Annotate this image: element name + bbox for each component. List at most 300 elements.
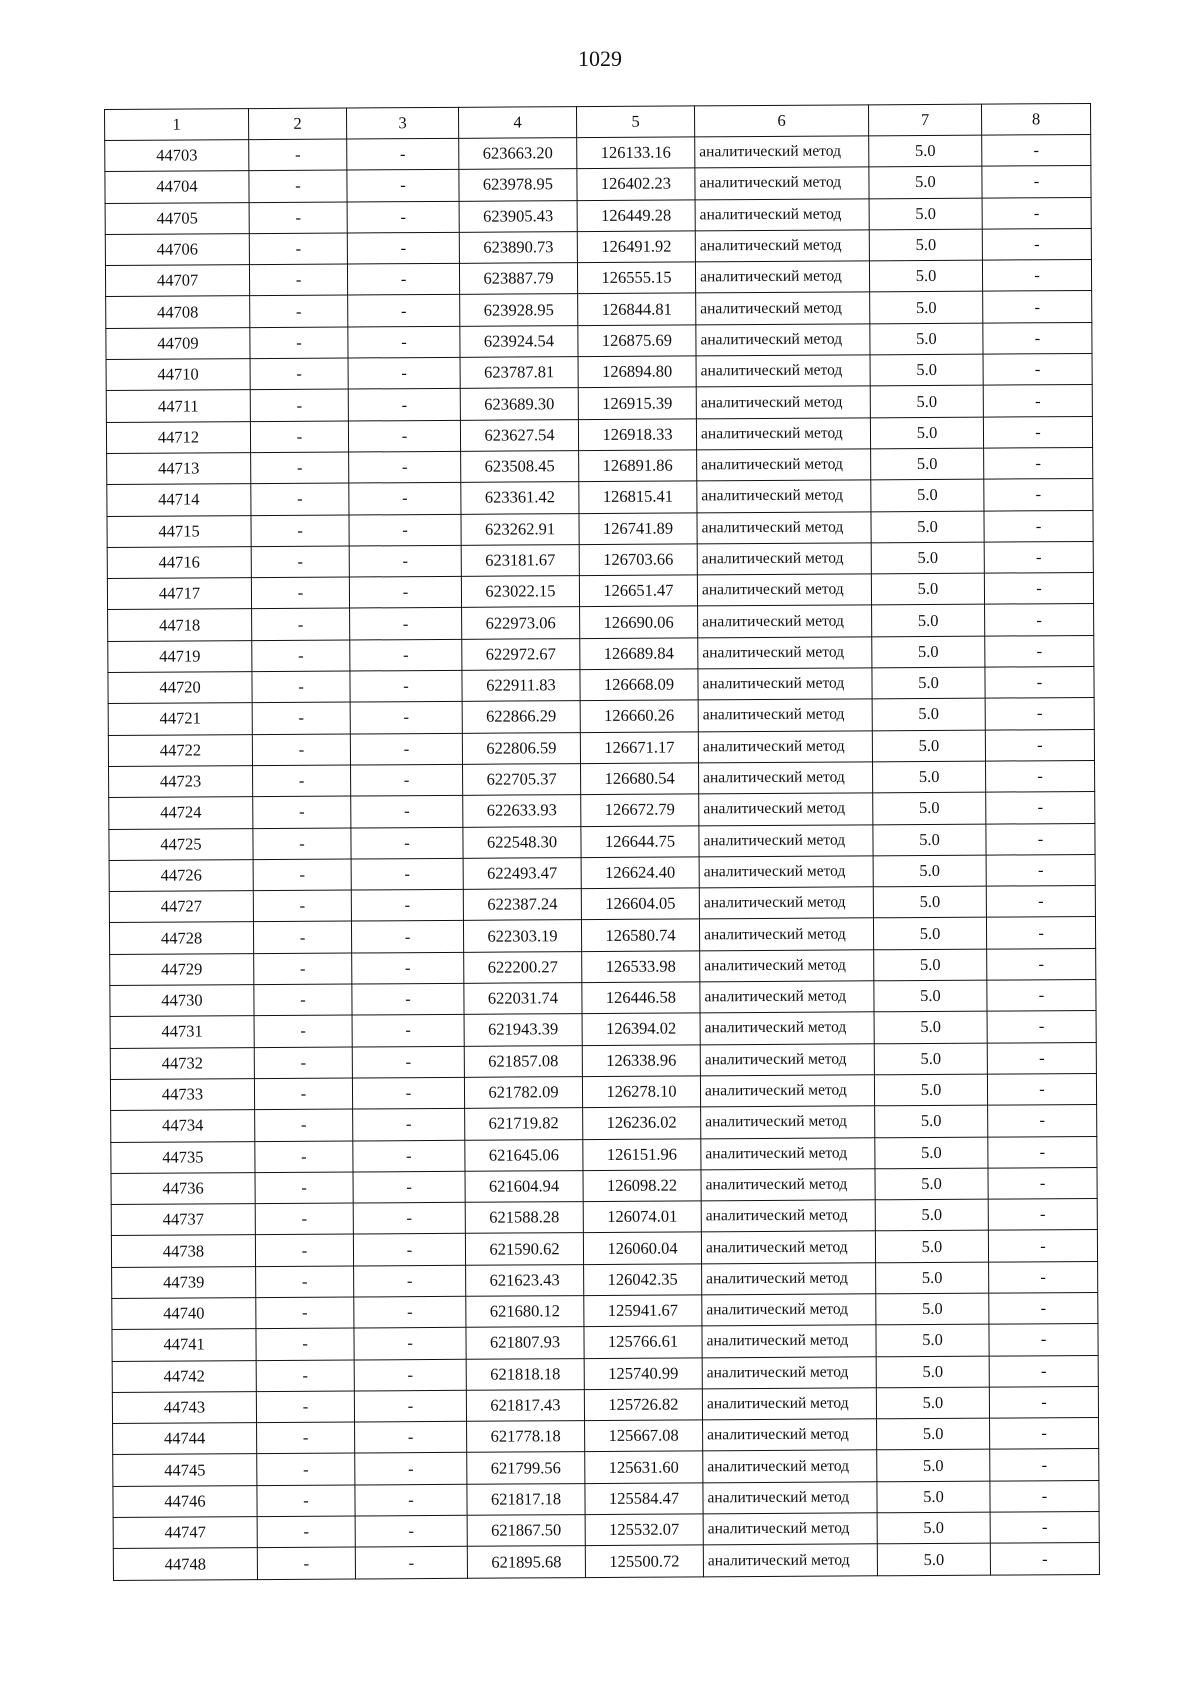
point-number-cell: 44745 — [113, 1454, 257, 1486]
coord-y-cell: 126060.04 — [583, 1232, 701, 1264]
coord-x-cell: 623689.30 — [460, 388, 578, 420]
accuracy-cell: 5.0 — [873, 824, 986, 856]
point-number-cell: 44717 — [107, 578, 251, 610]
col3-value-cell: - — [348, 420, 460, 452]
coord-y-cell: 125766.61 — [584, 1326, 702, 1358]
col2-value-cell: - — [255, 1140, 353, 1172]
col8-value-cell: - — [982, 260, 1091, 292]
col2-value-cell: - — [252, 734, 350, 766]
coord-x-cell: 621818.18 — [466, 1358, 584, 1390]
col8-value-cell: - — [990, 1418, 1099, 1450]
method-cell: аналитический метод — [703, 1419, 877, 1451]
accuracy-cell: 5.0 — [873, 761, 986, 793]
coord-y-cell: 126671.17 — [580, 732, 698, 764]
method-cell: аналитический метод — [703, 1482, 877, 1514]
coord-y-cell: 125500.72 — [585, 1545, 703, 1577]
coord-y-cell: 126042.35 — [584, 1264, 702, 1296]
point-number-cell: 44715 — [107, 515, 251, 547]
point-number-cell: 44725 — [109, 828, 253, 860]
col8-value-cell: - — [984, 510, 1093, 542]
method-cell: аналитический метод — [699, 918, 873, 950]
coord-x-cell: 622200.27 — [464, 951, 582, 983]
point-number-cell: 44728 — [109, 922, 253, 954]
col2-value-cell: - — [255, 1109, 353, 1141]
col8-value-cell: - — [987, 979, 1096, 1011]
accuracy-cell: 5.0 — [875, 1137, 988, 1169]
coord-y-cell: 126844.81 — [578, 293, 696, 325]
coord-y-cell: 126449.28 — [577, 199, 695, 231]
method-cell: аналитический метод — [702, 1294, 876, 1326]
point-number-cell: 44705 — [105, 202, 249, 234]
col8-value-cell: - — [986, 917, 1095, 949]
accuracy-cell: 5.0 — [874, 1011, 987, 1043]
col8-value-cell: - — [990, 1512, 1099, 1544]
col8-value-cell: - — [990, 1480, 1099, 1512]
accuracy-cell: 5.0 — [872, 667, 985, 699]
coord-x-cell: 621623.43 — [466, 1264, 584, 1296]
point-number-cell: 44748 — [113, 1548, 257, 1580]
coord-x-cell: 622973.06 — [462, 607, 580, 639]
coord-y-cell: 126604.05 — [581, 888, 699, 920]
accuracy-cell: 5.0 — [869, 135, 982, 167]
accuracy-cell: 5.0 — [877, 1481, 990, 1513]
accuracy-cell: 5.0 — [869, 198, 982, 230]
accuracy-cell: 5.0 — [874, 980, 987, 1012]
coord-y-cell: 125584.47 — [585, 1483, 703, 1515]
coord-x-cell: 621857.08 — [464, 1045, 582, 1077]
col8-value-cell: - — [982, 228, 1091, 260]
method-cell: аналитический метод — [695, 136, 869, 168]
coord-x-cell: 623663.20 — [459, 138, 577, 170]
accuracy-cell: 5.0 — [871, 511, 984, 543]
coord-y-cell: 126151.96 — [583, 1138, 701, 1170]
accuracy-cell: 5.0 — [874, 1043, 987, 1075]
accuracy-cell: 5.0 — [872, 698, 985, 730]
point-number-cell: 44713 — [107, 453, 251, 485]
coord-y-cell: 126533.98 — [582, 951, 700, 983]
coord-y-cell: 125740.99 — [584, 1357, 702, 1389]
col8-value-cell: - — [988, 1199, 1097, 1231]
col3-value-cell: - — [350, 670, 462, 702]
col8-value-cell: - — [989, 1292, 1098, 1324]
point-number-cell: 44735 — [111, 1141, 255, 1173]
col3-value-cell: - — [354, 1296, 466, 1328]
accuracy-cell: 5.0 — [870, 292, 983, 324]
point-number-cell: 44707 — [105, 265, 249, 297]
coord-y-cell: 126741.89 — [579, 512, 697, 544]
col8-value-cell: - — [986, 886, 1095, 918]
col2-value-cell: - — [249, 233, 347, 265]
coord-x-cell: 621588.28 — [465, 1202, 583, 1234]
point-number-cell: 44738 — [111, 1235, 255, 1267]
accuracy-cell: 5.0 — [877, 1450, 990, 1482]
col8-value-cell: - — [989, 1355, 1098, 1387]
col8-value-cell: - — [982, 197, 1091, 229]
point-number-cell: 44716 — [107, 546, 251, 578]
col3-value-cell: - — [353, 1202, 465, 1234]
method-cell: аналитический метод — [697, 511, 871, 543]
method-cell: аналитический метод — [700, 950, 874, 982]
accuracy-cell: 5.0 — [870, 354, 983, 386]
method-cell: аналитический метод — [703, 1513, 877, 1545]
accuracy-cell: 5.0 — [872, 636, 985, 668]
method-cell: аналитический метод — [695, 167, 869, 199]
col2-value-cell: - — [253, 828, 351, 860]
coord-x-cell: 623262.91 — [461, 513, 579, 545]
method-cell: аналитический метод — [699, 887, 873, 919]
point-number-cell: 44739 — [112, 1266, 256, 1298]
col3-value-cell: - — [351, 827, 463, 859]
coord-x-cell: 622387.24 — [463, 889, 581, 921]
coord-y-cell: 126338.96 — [582, 1044, 700, 1076]
coord-y-cell: 126555.15 — [577, 262, 695, 294]
col8-value-cell: - — [985, 729, 1094, 761]
col8-value-cell: - — [983, 416, 1092, 448]
point-number-cell: 44709 — [106, 327, 250, 359]
col2-value-cell: - — [256, 1297, 354, 1329]
column-header-8: 8 — [981, 103, 1090, 135]
point-number-cell: 44731 — [110, 1016, 254, 1048]
coord-x-cell: 623627.54 — [460, 419, 578, 451]
accuracy-cell: 5.0 — [871, 448, 984, 480]
coord-y-cell: 126491.92 — [577, 231, 695, 263]
coord-y-cell: 126815.41 — [579, 481, 697, 513]
col8-value-cell: - — [982, 134, 1091, 166]
method-cell: аналитический метод — [698, 605, 872, 637]
column-header-5: 5 — [576, 106, 694, 138]
col2-value-cell: - — [251, 577, 349, 609]
col8-value-cell: - — [989, 1261, 1098, 1293]
coord-y-cell: 126689.84 — [580, 638, 698, 670]
coord-y-cell: 126651.47 — [579, 575, 697, 607]
method-cell: аналитический метод — [696, 355, 870, 387]
col8-value-cell: - — [988, 1105, 1097, 1137]
accuracy-cell: 5.0 — [875, 1199, 988, 1231]
accuracy-cell: 5.0 — [876, 1262, 989, 1294]
col2-value-cell: - — [256, 1328, 354, 1360]
accuracy-cell: 5.0 — [877, 1543, 990, 1575]
col8-value-cell: - — [984, 541, 1093, 573]
point-number-cell: 44727 — [109, 891, 253, 923]
col2-value-cell: - — [257, 1516, 355, 1548]
col2-value-cell: - — [253, 921, 351, 953]
col3-value-cell: - — [348, 389, 460, 421]
coord-x-cell: 623787.81 — [460, 357, 578, 389]
coord-y-cell: 125532.07 — [585, 1514, 703, 1546]
accuracy-cell: 5.0 — [869, 166, 982, 198]
point-number-cell: 44703 — [105, 140, 249, 172]
coord-x-cell: 621817.18 — [467, 1483, 585, 1515]
col2-value-cell: - — [257, 1422, 355, 1454]
point-number-cell: 44747 — [113, 1517, 257, 1549]
method-cell: аналитический метод — [695, 230, 869, 262]
col2-value-cell: - — [251, 546, 349, 578]
coord-x-cell: 622866.29 — [462, 701, 580, 733]
method-cell: аналитический метод — [697, 543, 871, 575]
col8-value-cell: - — [989, 1324, 1098, 1356]
column-header-3: 3 — [346, 107, 458, 139]
coord-x-cell: 621590.62 — [465, 1233, 583, 1265]
col3-value-cell: - — [351, 796, 463, 828]
accuracy-cell: 5.0 — [874, 949, 987, 981]
col8-value-cell: - — [988, 1230, 1097, 1262]
coord-y-cell: 126074.01 — [583, 1201, 701, 1233]
coord-x-cell: 622548.30 — [463, 826, 581, 858]
col2-value-cell: - — [254, 1047, 352, 1079]
col3-value-cell: - — [354, 1265, 466, 1297]
coord-x-cell: 622972.67 — [462, 638, 580, 670]
method-cell: аналитический метод — [703, 1450, 877, 1482]
accuracy-cell: 5.0 — [876, 1324, 989, 1356]
coord-x-cell: 622806.59 — [462, 732, 580, 764]
col3-value-cell: - — [351, 921, 463, 953]
point-number-cell: 44744 — [113, 1423, 257, 1455]
coord-x-cell: 621807.93 — [466, 1327, 584, 1359]
col8-value-cell: - — [987, 1073, 1096, 1105]
point-number-cell: 44726 — [109, 859, 253, 891]
col2-value-cell: - — [251, 483, 349, 515]
point-number-cell: 44746 — [113, 1485, 257, 1517]
col3-value-cell: - — [349, 451, 461, 483]
point-number-cell: 44721 — [108, 703, 252, 735]
method-cell: аналитический метод — [701, 1106, 875, 1138]
point-number-cell: 44737 — [111, 1204, 255, 1236]
col3-value-cell: - — [347, 264, 459, 296]
col8-value-cell: - — [989, 1386, 1098, 1418]
col3-value-cell: - — [355, 1421, 467, 1453]
coord-x-cell: 621680.12 — [466, 1296, 584, 1328]
col3-value-cell: - — [347, 138, 459, 170]
coord-y-cell: 126672.79 — [581, 794, 699, 826]
coord-x-cell: 621778.18 — [467, 1421, 585, 1453]
table-body — [105, 134, 1100, 1580]
col2-value-cell: - — [252, 671, 350, 703]
coordinates-table — [104, 103, 1100, 1581]
coord-y-cell: 126278.10 — [582, 1076, 700, 1108]
col3-value-cell: - — [353, 1140, 465, 1172]
coord-x-cell: 622633.93 — [463, 795, 581, 827]
accuracy-cell: 5.0 — [873, 886, 986, 918]
col2-value-cell: - — [252, 702, 350, 734]
point-number-cell: 44741 — [112, 1329, 256, 1361]
accuracy-cell: 5.0 — [870, 417, 983, 449]
col8-value-cell: - — [986, 823, 1095, 855]
col3-value-cell: - — [355, 1515, 467, 1547]
col2-value-cell: - — [253, 796, 351, 828]
coord-x-cell: 621645.06 — [465, 1139, 583, 1171]
col3-value-cell: - — [350, 702, 462, 734]
col3-value-cell: - — [354, 1328, 466, 1360]
col2-value-cell: - — [254, 953, 352, 985]
coord-y-cell: 126875.69 — [578, 325, 696, 357]
col8-value-cell: - — [988, 1136, 1097, 1168]
point-number-cell: 44720 — [108, 672, 252, 704]
coord-y-cell: 126703.66 — [579, 544, 697, 576]
accuracy-cell: 5.0 — [872, 730, 985, 762]
point-number-cell: 44743 — [112, 1391, 256, 1423]
col8-value-cell: - — [990, 1543, 1099, 1575]
accuracy-cell: 5.0 — [873, 855, 986, 887]
accuracy-cell: 5.0 — [871, 479, 984, 511]
col2-value-cell: - — [250, 327, 348, 359]
col8-value-cell: - — [985, 667, 1094, 699]
col2-value-cell: - — [254, 984, 352, 1016]
method-cell: аналитический метод — [699, 856, 873, 888]
coord-x-cell: 622705.37 — [463, 764, 581, 796]
method-cell: аналитический метод — [696, 386, 870, 418]
col8-value-cell: - — [984, 447, 1093, 479]
col8-value-cell: - — [983, 291, 1092, 323]
point-number-cell: 44730 — [110, 985, 254, 1017]
col3-value-cell: - — [348, 326, 460, 358]
accuracy-cell: 5.0 — [873, 792, 986, 824]
coord-x-cell: 623887.79 — [459, 263, 577, 295]
col2-value-cell: - — [250, 421, 348, 453]
method-cell: аналитический метод — [697, 480, 871, 512]
col2-value-cell: - — [254, 1078, 352, 1110]
accuracy-cell: 5.0 — [877, 1418, 990, 1450]
table-row — [113, 1543, 1099, 1580]
col3-value-cell: - — [347, 170, 459, 202]
coord-y-cell: 126236.02 — [583, 1107, 701, 1139]
coord-y-cell: 126680.54 — [581, 763, 699, 795]
method-cell: аналитический метод — [702, 1388, 876, 1420]
col2-value-cell: - — [255, 1234, 353, 1266]
coord-y-cell: 126133.16 — [577, 137, 695, 169]
col3-value-cell: - — [348, 295, 460, 327]
coord-y-cell: 126918.33 — [578, 419, 696, 451]
method-cell: аналитический метод — [700, 1075, 874, 1107]
coord-x-cell: 623508.45 — [461, 451, 579, 483]
coord-x-cell: 623978.95 — [459, 169, 577, 201]
accuracy-cell: 5.0 — [876, 1293, 989, 1325]
point-number-cell: 44714 — [107, 484, 251, 516]
col3-value-cell: - — [349, 514, 461, 546]
col2-value-cell: - — [254, 1015, 352, 1047]
coord-x-cell: 621719.82 — [465, 1108, 583, 1140]
coord-y-cell: 126915.39 — [578, 387, 696, 419]
col3-value-cell: - — [352, 1046, 464, 1078]
column-header-2: 2 — [249, 108, 347, 140]
coord-y-cell: 126668.09 — [580, 669, 698, 701]
coord-x-cell: 623924.54 — [460, 325, 578, 357]
coord-y-cell: 125667.08 — [585, 1420, 703, 1452]
accuracy-cell: 5.0 — [875, 1168, 988, 1200]
col3-value-cell: - — [353, 1234, 465, 1266]
point-number-cell: 44740 — [112, 1298, 256, 1330]
method-cell: аналитический метод — [702, 1325, 876, 1357]
col8-value-cell: - — [983, 354, 1092, 386]
coord-y-cell: 125631.60 — [585, 1451, 703, 1483]
col3-value-cell: - — [352, 952, 464, 984]
coord-x-cell: 622493.47 — [463, 857, 581, 889]
page-number: 1029 — [578, 46, 622, 71]
point-number-cell: 44734 — [111, 1110, 255, 1142]
method-cell: аналитический метод — [695, 198, 869, 230]
column-header-1: 1 — [105, 109, 249, 141]
method-cell: аналитический метод — [696, 324, 870, 356]
coord-x-cell: 621604.94 — [465, 1170, 583, 1202]
coord-y-cell: 126402.23 — [577, 168, 695, 200]
method-cell: аналитический метод — [699, 762, 873, 794]
method-cell: аналитический метод — [696, 292, 870, 324]
col2-value-cell: - — [257, 1547, 355, 1579]
column-header-7: 7 — [868, 104, 981, 136]
col2-value-cell: - — [256, 1360, 354, 1392]
col8-value-cell: - — [983, 322, 1092, 354]
method-cell: аналитический метод — [696, 417, 870, 449]
col3-value-cell: - — [350, 608, 462, 640]
coord-y-cell: 126624.40 — [581, 857, 699, 889]
col8-value-cell: - — [990, 1449, 1099, 1481]
method-cell: аналитический метод — [700, 1012, 874, 1044]
col8-value-cell: - — [987, 1042, 1096, 1074]
col3-value-cell: - — [355, 1547, 467, 1579]
point-number-cell: 44710 — [106, 359, 250, 391]
method-cell: аналитический метод — [702, 1356, 876, 1388]
method-cell: аналитический метод — [698, 699, 872, 731]
method-cell: аналитический метод — [702, 1262, 876, 1294]
col8-value-cell: - — [986, 854, 1095, 886]
col3-value-cell: - — [355, 1453, 467, 1485]
coord-y-cell: 126660.26 — [580, 700, 698, 732]
col3-value-cell: - — [353, 1109, 465, 1141]
point-number-cell: 44733 — [110, 1079, 254, 1111]
accuracy-cell: 5.0 — [870, 323, 983, 355]
col3-value-cell: - — [353, 1171, 465, 1203]
col3-value-cell: - — [355, 1484, 467, 1516]
coord-x-cell: 621867.50 — [467, 1515, 585, 1547]
method-cell: аналитический метод — [699, 793, 873, 825]
coord-x-cell: 621817.43 — [466, 1389, 584, 1421]
method-cell: аналитический метод — [701, 1137, 875, 1169]
coord-y-cell: 126098.22 — [583, 1170, 701, 1202]
coord-x-cell: 621782.09 — [464, 1077, 582, 1109]
col2-value-cell: - — [256, 1391, 354, 1423]
method-cell: аналитический метод — [698, 668, 872, 700]
coord-y-cell: 126891.86 — [579, 450, 697, 482]
point-number-cell: 44711 — [106, 390, 250, 422]
point-number-cell: 44706 — [105, 234, 249, 266]
col3-value-cell: - — [349, 576, 461, 608]
accuracy-cell: 5.0 — [871, 542, 984, 574]
col2-value-cell: - — [249, 264, 347, 296]
col2-value-cell: - — [251, 515, 349, 547]
coord-y-cell: 126394.02 — [582, 1013, 700, 1045]
accuracy-cell: 5.0 — [875, 1231, 988, 1263]
col8-value-cell: - — [983, 385, 1092, 417]
col2-value-cell: - — [249, 202, 347, 234]
col2-value-cell: - — [253, 765, 351, 797]
coord-x-cell: 622911.83 — [462, 670, 580, 702]
coord-y-cell: 126644.75 — [581, 825, 699, 857]
col3-value-cell: - — [351, 889, 463, 921]
method-cell: аналитический метод — [703, 1544, 877, 1576]
col2-value-cell: - — [257, 1485, 355, 1517]
coord-y-cell: 126690.06 — [580, 606, 698, 638]
coord-x-cell: 622303.19 — [463, 920, 581, 952]
coord-x-cell: 623181.67 — [461, 544, 579, 576]
accuracy-cell: 5.0 — [870, 386, 983, 418]
accuracy-cell: 5.0 — [873, 918, 986, 950]
point-number-cell: 44708 — [106, 296, 250, 328]
coord-x-cell: 621943.39 — [464, 1014, 582, 1046]
col2-value-cell: - — [249, 170, 347, 202]
coord-x-cell: 623905.43 — [459, 200, 577, 232]
col8-value-cell: - — [985, 635, 1094, 667]
col3-value-cell: - — [350, 639, 462, 671]
col2-value-cell: - — [253, 859, 351, 891]
